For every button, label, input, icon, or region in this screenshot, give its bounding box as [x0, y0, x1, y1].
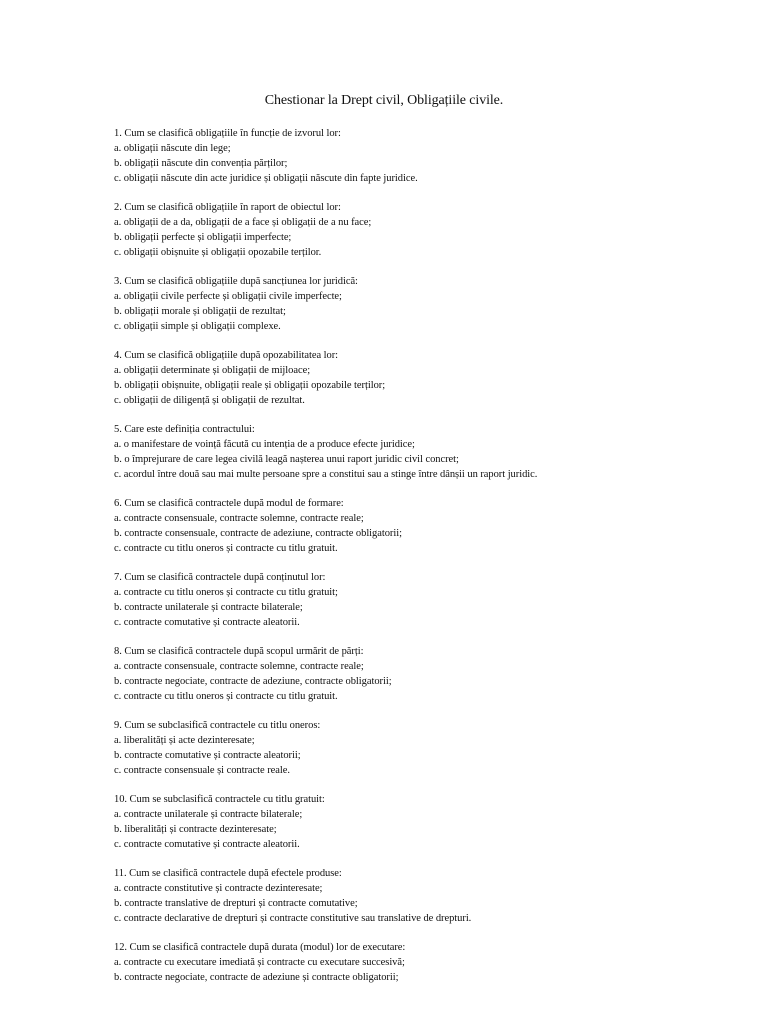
question-text: 5. Care este definiția contractului:: [114, 424, 255, 435]
answer-option: c. acordul între două sau mai multe persoane spre a constitui sau a stinge între dânșii un raport juridic.: [114, 469, 538, 480]
question-block: [114, 348, 754, 408]
answer-option: c. contracte declarative de drepturi și contracte constitutive sau translative de drepturi.: [114, 913, 472, 924]
answer-option: c. obligații simple și obligații complexe.: [114, 321, 281, 332]
answer-option: a. obligații născute din lege;: [114, 143, 231, 154]
answer-option: a. obligații de a da, obligații de a face și obligații de a nu face;: [114, 217, 372, 228]
answer-option: b. contracte negociate, contracte de adeziune și contracte obligatorii;: [114, 972, 399, 983]
answer-option: a. obligații civile perfecte și obligații civile imperfecte;: [114, 291, 342, 302]
question-text: 10. Cum se subclasifică contractele cu titlu gratuit:: [114, 794, 325, 805]
question-block: [114, 644, 754, 704]
question-block: [114, 718, 754, 778]
question-block: [114, 274, 754, 334]
answer-option: c. obligații de diligență și obligații de rezultat.: [114, 395, 305, 406]
question-block: [114, 792, 754, 852]
answer-option: c. contracte cu titlu oneros și contracte cu titlu gratuit.: [114, 543, 338, 554]
page-title: Chestionar la Drept civil, Obligațiile civile.: [264, 93, 504, 108]
question-block: [114, 940, 754, 985]
answer-option: c. contracte comutative și contracte aleatorii.: [114, 839, 300, 850]
answer-option: b. obligații perfecte și obligații imperfecte;: [114, 232, 292, 243]
question-text: 2. Cum se clasifică obligațiile în raport de obiectul lor:: [114, 202, 341, 213]
question-block: [114, 126, 754, 186]
question-text: 11. Cum se clasifică contractele după efectele produse:: [114, 868, 342, 879]
answer-option: a. liberalități și acte dezinteresate;: [114, 735, 255, 746]
answer-option: a. contracte consensuale, contracte solemne, contracte reale;: [114, 661, 364, 672]
answer-option: a. contracte cu executare imediată și contracte cu executare succesivă;: [114, 957, 405, 968]
question-text: 8. Cum se clasifică contractele după scopul urmărit de părți:: [114, 646, 364, 657]
answer-option: a. contracte cu titlu oneros și contracte cu titlu gratuit;: [114, 587, 338, 598]
question-block: [114, 496, 754, 556]
question-text: 6. Cum se clasifică contractele după modul de formare:: [114, 498, 344, 509]
answer-option: b. contracte unilaterale și contracte bilaterale;: [114, 602, 303, 613]
question-text: 9. Cum se subclasifică contractele cu titlu oneros:: [114, 720, 321, 731]
question-list: [114, 126, 754, 999]
answer-option: c. contracte cu titlu oneros și contracte cu titlu gratuit.: [114, 691, 338, 702]
answer-option: b. liberalități și contracte dezinteresate;: [114, 824, 277, 835]
answer-option: b. contracte translative de drepturi și contracte comutative;: [114, 898, 358, 909]
question-text: 7. Cum se clasifică contractele după conținutul lor:: [114, 572, 326, 583]
question-text: 1. Cum se clasifică obligațiile în funcție de izvorul lor:: [114, 128, 341, 139]
answer-option: a. contracte consensuale, contracte solemne, contracte reale;: [114, 513, 364, 524]
answer-option: c. obligații născute din acte juridice și obligații născute din fapte juridice.: [114, 173, 418, 184]
answer-option: a. contracte unilaterale și contracte bilaterale;: [114, 809, 303, 820]
answer-option: c. contracte consensuale și contracte reale.: [114, 765, 290, 776]
answer-option: a. contracte constitutive și contracte dezinteresate;: [114, 883, 323, 894]
question-block: [114, 422, 754, 482]
answer-option: a. o manifestare de voință făcută cu intenția de a produce efecte juridice;: [114, 439, 415, 450]
answer-option: b. contracte negociate, contracte de adeziune, contracte obligatorii;: [114, 676, 392, 687]
answer-option: b. contracte comutative și contracte aleatorii;: [114, 750, 301, 761]
answer-option: a. obligații determinate și obligații de mijloace;: [114, 365, 311, 376]
question-block: [114, 200, 754, 260]
answer-option: b. contracte consensuale, contracte de adeziune, contracte obligatorii;: [114, 528, 402, 539]
question-block: [114, 570, 754, 630]
question-text: 3. Cum se clasifică obligațiile după sancțiunea lor juridică:: [114, 276, 358, 287]
question-text: 12. Cum se clasifică contractele după durata (modul) lor de executare:: [114, 942, 406, 953]
answer-option: c. obligații obișnuite și obligații opozabile terților.: [114, 247, 322, 258]
question-text: 4. Cum se clasifică obligațiile după opozabilitatea lor:: [114, 350, 339, 361]
answer-option: b. obligații născute din convenția părților;: [114, 158, 288, 169]
answer-option: b. obligații morale și obligații de rezultat;: [114, 306, 286, 317]
question-block: [114, 866, 754, 926]
answer-option: c. contracte comutative și contracte aleatorii.: [114, 617, 300, 628]
answer-option: b. o împrejurare de care legea civilă leagă nașterea unui raport juridic civil concret;: [114, 454, 459, 465]
answer-option: b. obligații obișnuite, obligații reale și obligații opozabile terților;: [114, 380, 386, 391]
